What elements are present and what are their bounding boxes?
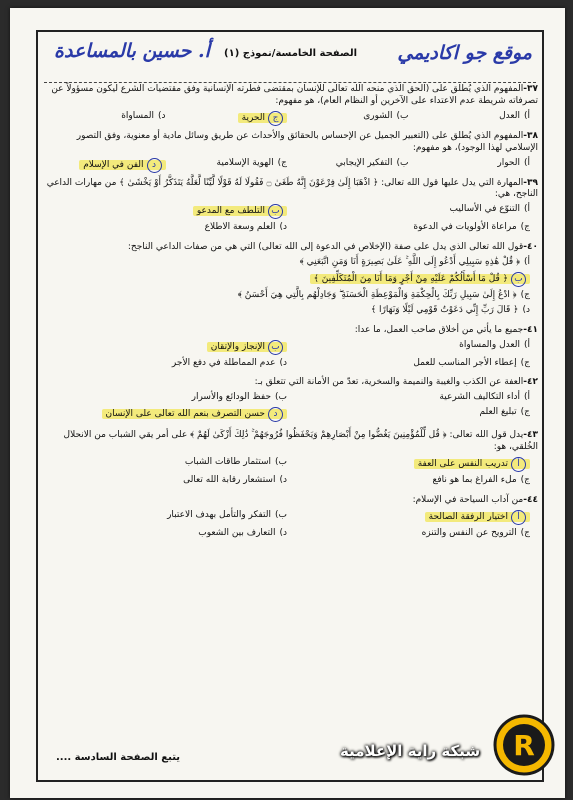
answer-options (44, 111, 538, 126)
option-text: الحوار (497, 157, 520, 168)
answer-option (287, 510, 530, 525)
option-text: حفظ الودائع والأسرار (191, 392, 272, 403)
watermark-text: شبكة راية الإعلامية (340, 742, 481, 760)
question-number: ٣٩- (523, 177, 538, 188)
option-label: د) (279, 357, 287, 368)
option-label: د) (157, 110, 166, 121)
teacher-handwriting: أ. حسين بالمساعدة (54, 40, 210, 62)
answer-options (44, 392, 538, 425)
option-content (183, 475, 287, 485)
option-content (121, 111, 165, 121)
answer-option (287, 528, 530, 540)
answer-option (287, 457, 530, 472)
question-number: ٤١- (523, 324, 538, 335)
option-text: التلطف مع المدعو (196, 206, 265, 217)
option-text: تبليغ العلم (479, 407, 517, 418)
brand-handwriting: موقع جو اكاديمي (397, 42, 532, 64)
option-text: الحرية (241, 112, 265, 123)
page-header (44, 36, 536, 83)
option-content (497, 158, 530, 168)
option-text: الترويح عن النفس والتنزه (421, 527, 517, 538)
answer-option (44, 305, 530, 317)
answer-options (44, 204, 538, 237)
answer-option (44, 392, 287, 404)
option-label: د (147, 158, 162, 173)
option-content (205, 222, 287, 232)
answer-option (44, 340, 287, 355)
answer-option (44, 204, 287, 219)
option-text: مراعاة الأولويات في الدعوة (413, 222, 517, 233)
question-43 (44, 430, 538, 490)
question-37 (44, 84, 538, 126)
question-body: المفهوم الذي يُطلق على (الحق الذي منحه الله تعالى للإنسان بمقتضى فطرته الإنسانية وفق مقتضيات الشرع ليكون مسؤولاً عن تصرفاته شريطة عدم الاعتداء على الآخرين أو النظام العام)، هو مفهوم: (51, 84, 538, 106)
option-content (450, 204, 530, 214)
option-label: أ) (523, 392, 530, 403)
option-text: ﴿ ادْعُ إِلَىٰ سَبِيلِ رَبِّكَ بِالْحِكْمَةِ وَالْمَوْعِظَةِ الْحَسَنَةِ ۖ وَجَادِلْهُم بِالَّتِي هِيَ أَحْسَنُ ﴾ (237, 289, 517, 300)
option-text: أداء التكاليف الشرعية (439, 392, 520, 403)
question-number: ٤٤- (523, 494, 538, 505)
answer-option (44, 475, 287, 487)
option-label: ج) (520, 357, 530, 368)
option-label: ج) (520, 222, 530, 233)
option-content (336, 158, 409, 168)
option-text: استثمار طاقات الشباب (184, 456, 272, 467)
option-label: د (268, 407, 283, 422)
option-label: ب (268, 204, 283, 219)
answer-option (44, 222, 287, 234)
question-number: ٤٢- (523, 377, 538, 388)
option-content (192, 392, 287, 402)
option-text: الهوية الإسلامية (216, 157, 274, 168)
highlighted-answer (79, 160, 165, 170)
answer-options (44, 158, 538, 173)
question-number: ٣٧- (523, 84, 538, 94)
option-content (217, 158, 287, 168)
option-content (363, 111, 408, 121)
option-text: ﴿ قُلْ هَٰذِهِ سَبِيلِي أَدْعُو إِلَى اللَّهِ ۚ عَلَىٰ بَصِيرَةٍ أَنَا وَمَنِ اتَّبَعَنِي ﴾ (299, 257, 520, 267)
option-text: الإنجاز والإتقان (210, 341, 265, 352)
option-label: ج (268, 111, 283, 126)
highlighted-answer (414, 459, 530, 469)
option-content (439, 392, 530, 402)
option-content (172, 358, 287, 368)
question-text (44, 430, 538, 454)
answer-options (44, 510, 538, 543)
option-content (499, 111, 530, 121)
option-text: المساواة (121, 110, 154, 121)
option-label: ج) (520, 289, 530, 300)
question-body: العفة عن الكذب والغيبة والنميمة والسخرية، تعدّ من الأمانة التي تتعلق بـ: (254, 377, 524, 388)
option-text: ﴿ قُلْ مَا أَسْأَلُكُمْ عَلَيْهِ مِنْ أَجْرٍ وَمَا أَنَا مِنَ الْمُتَكَلِّفِينَ ﴾ (313, 273, 508, 284)
option-content (167, 510, 287, 520)
option-label: أ) (523, 204, 530, 215)
option-label: أ) (523, 110, 530, 121)
highlighted-answer (207, 342, 287, 352)
option-label: ج) (520, 527, 530, 538)
highlighted-answer (193, 206, 287, 216)
option-content (238, 290, 530, 300)
question-38 (44, 131, 538, 173)
option-label: ب) (275, 456, 287, 467)
option-content (422, 528, 530, 538)
option-content (371, 305, 530, 315)
answer-option (287, 222, 530, 234)
answer-option (44, 272, 530, 287)
option-label: ب (511, 272, 526, 287)
question-44 (44, 495, 538, 543)
logo-letter: R (513, 729, 535, 762)
option-text: العلم وسعة الاطلاع (204, 222, 276, 233)
option-content (413, 358, 530, 368)
option-label: د) (522, 304, 530, 315)
answer-options (44, 257, 538, 320)
option-label: د) (279, 527, 287, 538)
option-text: التفكر والتأمل بهدف الاعتبار (167, 509, 272, 520)
option-label: أ) (523, 157, 530, 168)
answer-option (409, 111, 531, 126)
question-40 (44, 242, 538, 320)
answer-option (44, 257, 530, 269)
answer-option (44, 407, 287, 422)
questions-area (44, 84, 538, 548)
question-41 (44, 325, 538, 373)
question-body: يدل قول الله تعالى: ﴿ قُل لِّلْمُؤْمِنِينَ يَغُضُّوا مِنْ أَبْصَارِهِمْ وَيَحْفَظُوا فُرُوجَهُمْ ۚ ذَٰلِكَ أَزْكَىٰ لَهُمْ ﴾ على أمر يقي الشباب من الانحلال الخُلقي، هو: (63, 430, 538, 452)
page-info: الصفحة الخامسة/نموذج (١) (224, 48, 358, 59)
question-text (44, 84, 538, 108)
answer-option (287, 475, 530, 487)
option-content (300, 257, 530, 267)
highlighted-answer (310, 274, 530, 284)
footer-note: يتبع الصفحة السادسة .... (56, 752, 181, 763)
highlighted-answer (425, 512, 530, 522)
answer-option (287, 340, 530, 355)
answer-options (44, 457, 538, 490)
answer-option (409, 158, 531, 173)
option-label: ب (268, 340, 283, 355)
option-text: العدل (499, 110, 520, 121)
option-text: إعطاء الأجر المناسب للعمل (413, 357, 517, 368)
answer-options (44, 340, 538, 373)
option-label: ب) (275, 509, 287, 520)
option-text: التنوّع في الأساليب (449, 204, 520, 215)
question-42 (44, 377, 538, 425)
question-body: جميع ما يأتي من أخلاق صاحب العمل، ما عدا: (354, 324, 524, 335)
option-content (433, 475, 530, 485)
question-39 (44, 178, 538, 238)
option-label: ج) (277, 157, 287, 168)
option-label: ب) (275, 392, 287, 403)
answer-option (287, 407, 530, 422)
option-text: استشعار رقابة الله تعالى (183, 474, 276, 485)
highlighted-answer (102, 409, 287, 419)
option-content (480, 407, 530, 417)
answer-option (287, 204, 530, 219)
option-label: أ) (523, 339, 530, 350)
option-label: د) (279, 222, 287, 233)
answer-option (44, 358, 287, 370)
option-text: حسن التصرف بنعم الله تعالى على الإنسان (105, 409, 265, 420)
option-label: أ (511, 510, 526, 525)
question-text (44, 131, 538, 155)
answer-option (166, 111, 288, 126)
question-body: من آداب السياحة في الإسلام: (412, 494, 524, 505)
network-logo-icon (493, 714, 555, 776)
option-text: الشورى (363, 110, 393, 121)
question-text (44, 325, 538, 337)
question-number: ٤٣- (523, 430, 538, 441)
question-body: المهارة التي يدل عليها قول الله تعالى: ﴿ اذْهَبَا إِلَىٰ فِرْعَوْنَ إِنَّهُ طَغَىٰ ۝ فَقُولَا لَهُ قَوْلًا لَّيِّنًا لَّعَلَّهُ يَتَذَكَّرُ أَوْ يَخْشَىٰ ﴾ من مهارات الداعي الناجح، هي: (46, 177, 538, 200)
answer-option (44, 111, 166, 126)
question-number: ٣٨- (523, 130, 538, 141)
question-text (44, 377, 538, 389)
option-label: ج) (520, 407, 530, 418)
answer-option (287, 358, 530, 370)
option-label: ب) (396, 110, 409, 121)
option-text: ﴿ قَالَ رَبِّ إِنِّي دَعَوْتُ قَوْمِي لَيْلًا وَنَهَارًا ﴾ (370, 304, 519, 315)
answer-option (44, 290, 530, 302)
option-content (413, 222, 530, 232)
question-text (44, 242, 538, 254)
option-content (185, 457, 287, 467)
option-label: ج) (520, 474, 530, 485)
option-label: د) (279, 474, 287, 485)
question-number: ٤٠- (523, 242, 538, 253)
question-body: المفهوم الذي يُطلق على (التعبير الجميل عن الإحساس بالحقائق والأحداث عن طريق وسائل مادية أو معنوية، وفق التصور الإسلامي لهذا الوجود)، هو مفهوم: (76, 130, 538, 153)
option-text: التعارف بين الشعوب (198, 527, 276, 538)
option-content (198, 528, 287, 538)
answer-option (44, 528, 287, 540)
answer-option (287, 111, 409, 126)
option-text: اختيار الرفقة الصالحة (428, 511, 508, 522)
answer-option (44, 457, 287, 472)
exam-sheet (10, 8, 565, 798)
answer-option (44, 158, 166, 173)
answer-option (287, 158, 409, 173)
question-text (44, 178, 538, 202)
answer-option (287, 392, 530, 404)
option-label: ب) (396, 157, 409, 168)
option-label: أ) (523, 257, 530, 267)
option-text: العدل والمساواة (459, 339, 520, 350)
answer-option (166, 158, 288, 173)
highlighted-answer (238, 113, 287, 123)
question-body: قول الله تعالى الذي يدل على صفة (الإخلاص في الدعوة إلى الله تعالى) التي هي من صفات الداعي الناجح: (127, 242, 524, 253)
option-text: عدم المماطلة في دفع الأجر (171, 357, 276, 368)
option-content (459, 340, 530, 350)
option-label: أ (511, 457, 526, 472)
answer-option (44, 510, 287, 525)
option-text: تدريب النفس على العفة (417, 458, 508, 469)
option-text: التفكير الإيجابي (335, 157, 393, 168)
option-text: ملء الفراغ بما هو نافع (432, 474, 517, 485)
option-text: الفن في الإسلام (83, 159, 144, 170)
watermark (340, 714, 555, 780)
question-text (44, 495, 538, 507)
